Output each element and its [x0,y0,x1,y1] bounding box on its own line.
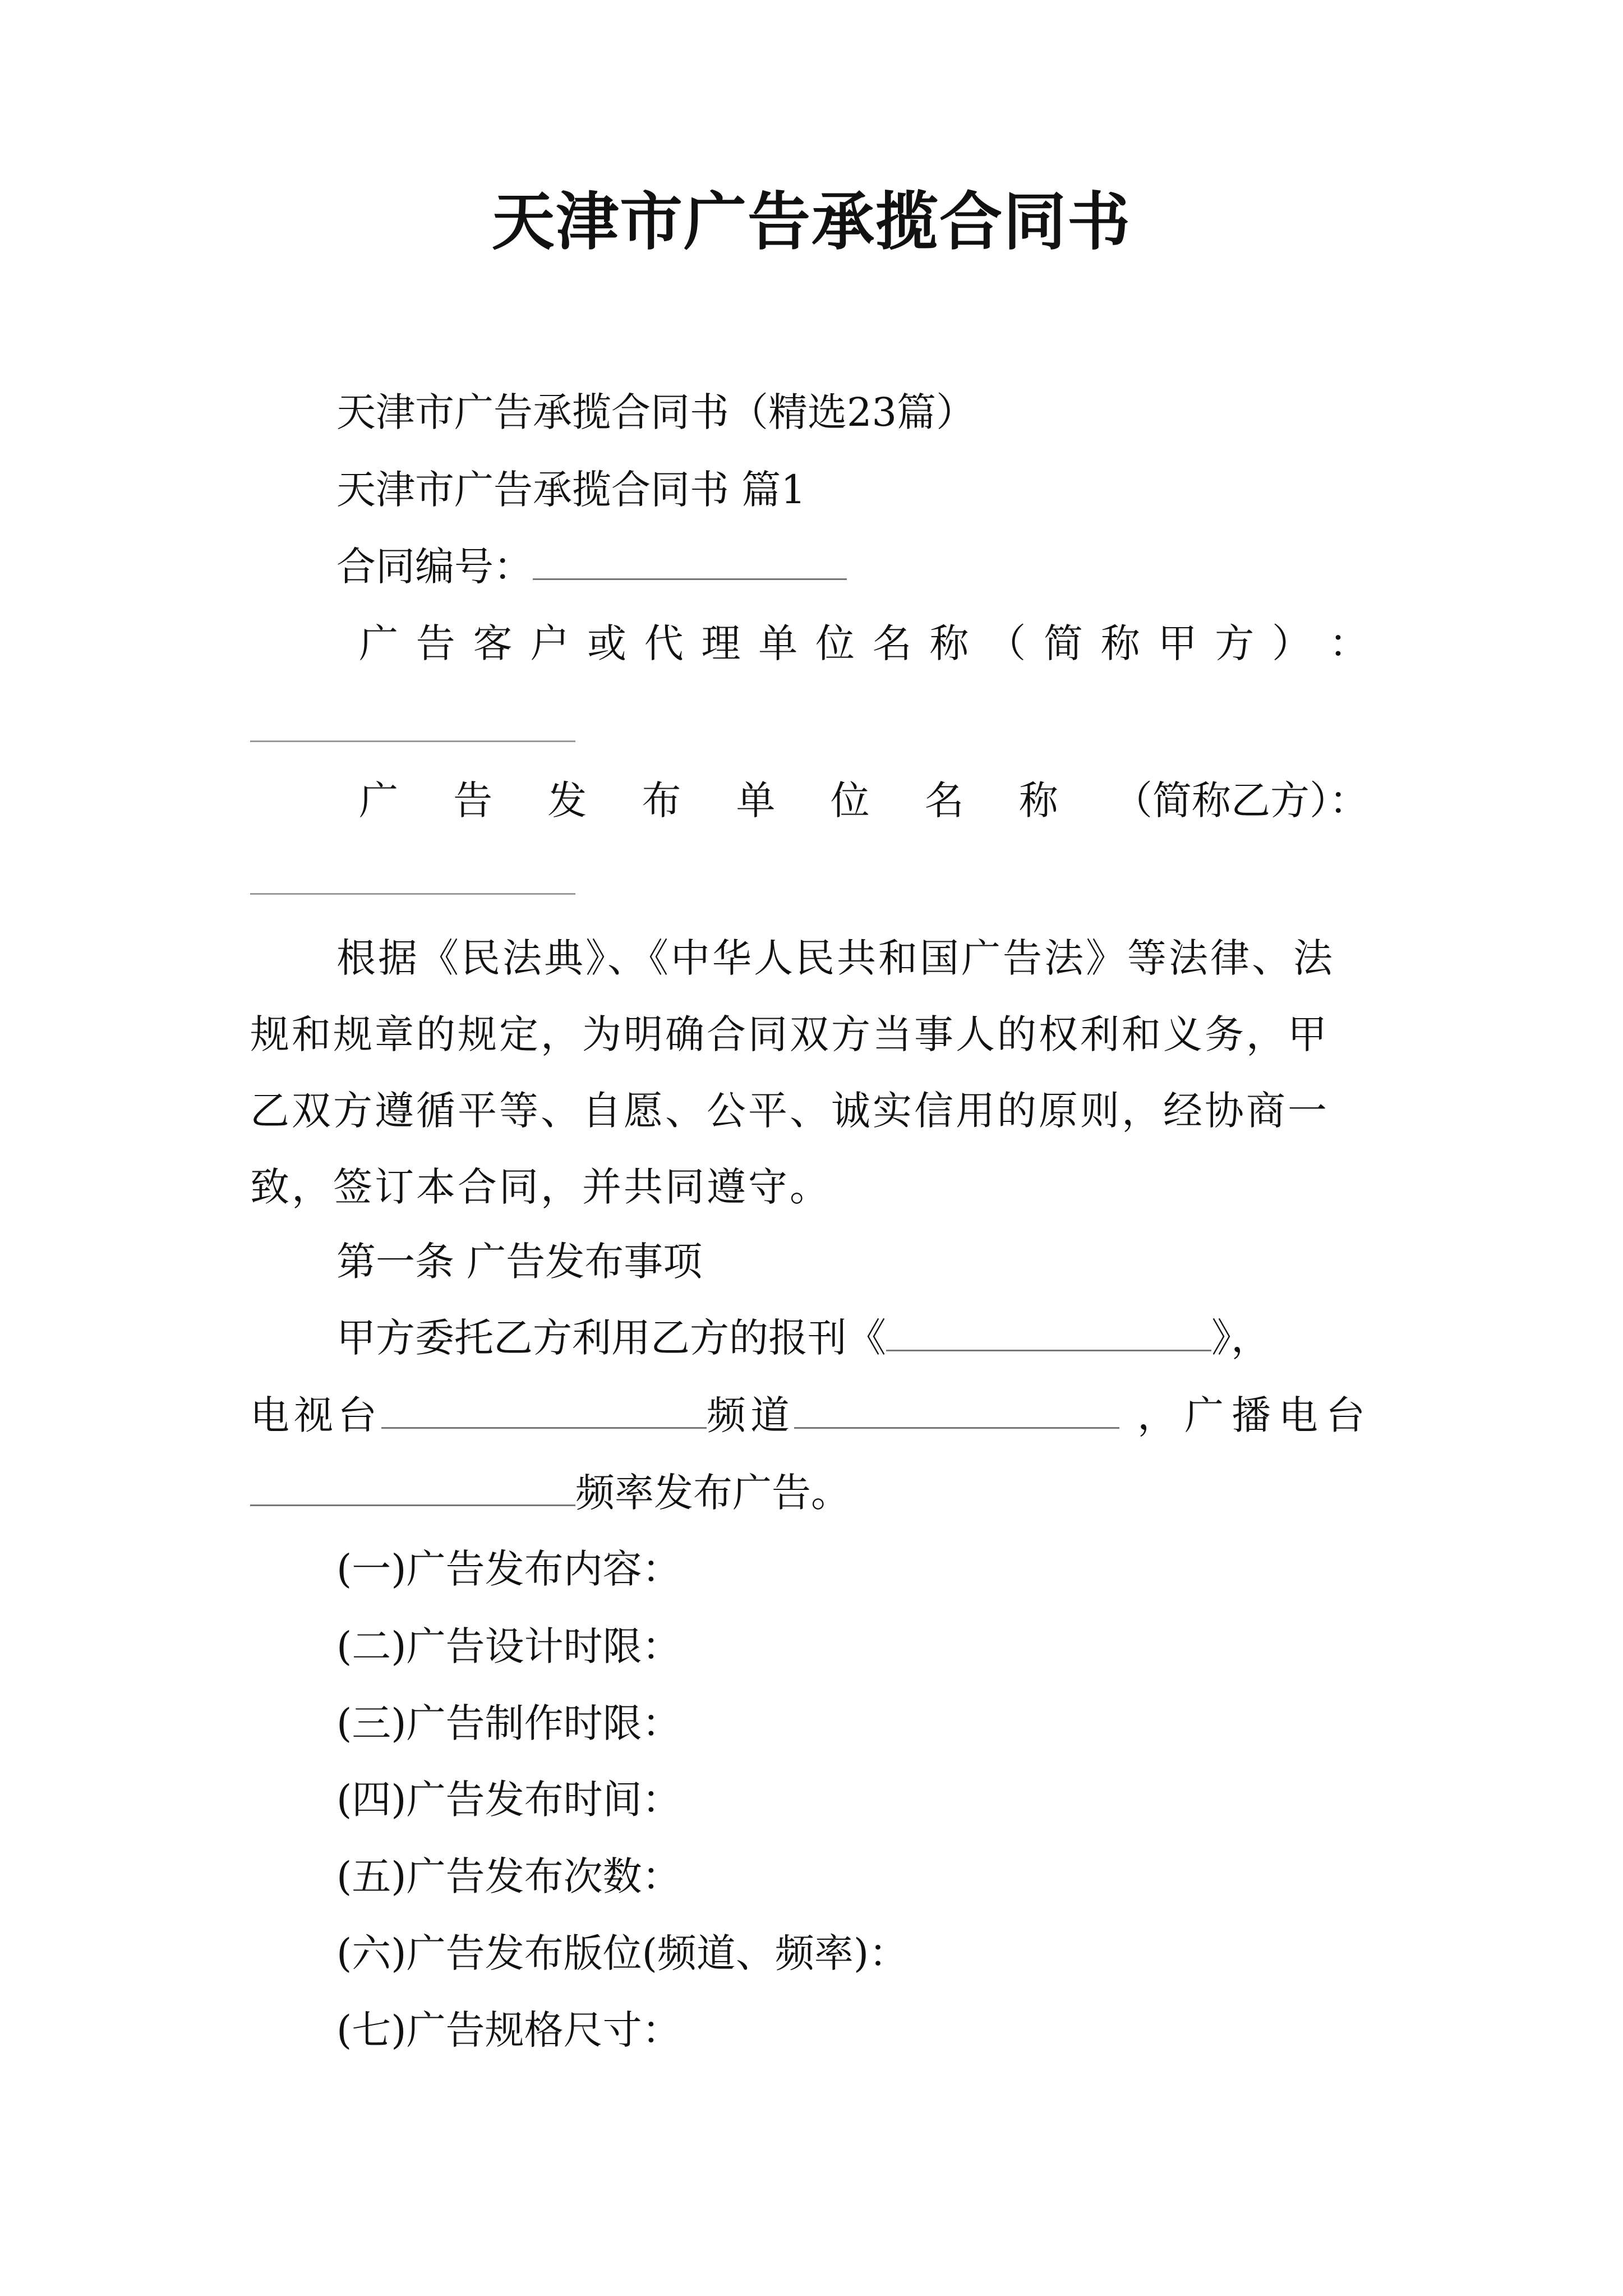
party-b-blank[interactable] [250,893,575,895]
party-a-label: 广 告 客 户 或 代 理 单 位 名 称 （ 简 称 甲 方 ） ： [359,620,1368,666]
item-publish-time: (四)广告发布时间： [336,1777,681,1823]
item-publish-slot: (六)广告发布版位(频道、频率)： [336,1930,909,1976]
document-subtitle: 天津市广告承揽合同书（精选23篇） [336,389,976,435]
intro-row: 根据《民法典》、《中华人民共和国广告法》等法律、法 [336,935,1335,981]
article-1-row-3: 频率发布广告。 [250,1473,850,1512]
newspaper-name-blank[interactable] [886,1318,1211,1351]
radio-frequency-blank[interactable] [250,1473,575,1506]
contract-number-line [336,544,847,590]
item-production-period: (三)广告制作时限： [336,1700,681,1746]
section-heading: 天津市广告承揽合同书 篇1 [336,467,806,513]
intro-paragraph [250,920,1373,1225]
article-1-row-1: 甲方委托乙方利用乙方的报刊《 》， [336,1315,1270,1361]
intro-row: 规和规章的规定，为明确合同双方当事人的权利和义务，甲 [250,1011,1329,1057]
contract-number-label: 合同编号： [336,544,533,590]
party-b-label: 广 告 发 布 单 位 名 称 （简称乙方）： [359,777,1368,823]
intro-row: 乙双方遵循平等、自愿、公平、诚实信用的原则，经协商一 [250,1088,1329,1134]
tv-channel-blank[interactable] [794,1396,1119,1429]
party-a-blank[interactable] [250,740,575,742]
intro-row: 致，签订本合同，并共同遵守。 [250,1164,831,1210]
item-content: (一)广告发布内容： [336,1546,681,1592]
article-1-heading: 第一条 广告发布事项 [336,1239,703,1285]
item-publish-count: (五)广告发布次数： [336,1853,681,1899]
article-1-row-2: 电视台 频道 ，广播电台 [250,1392,1373,1438]
document-title: 天津市广告承揽合同书 [492,185,1131,259]
tv-station-blank[interactable] [381,1396,707,1429]
item-size: (七)广告规格尺寸： [336,2007,681,2053]
contract-number-blank[interactable] [533,547,847,580]
item-design-period: (二)广告设计时限： [336,1623,681,1669]
